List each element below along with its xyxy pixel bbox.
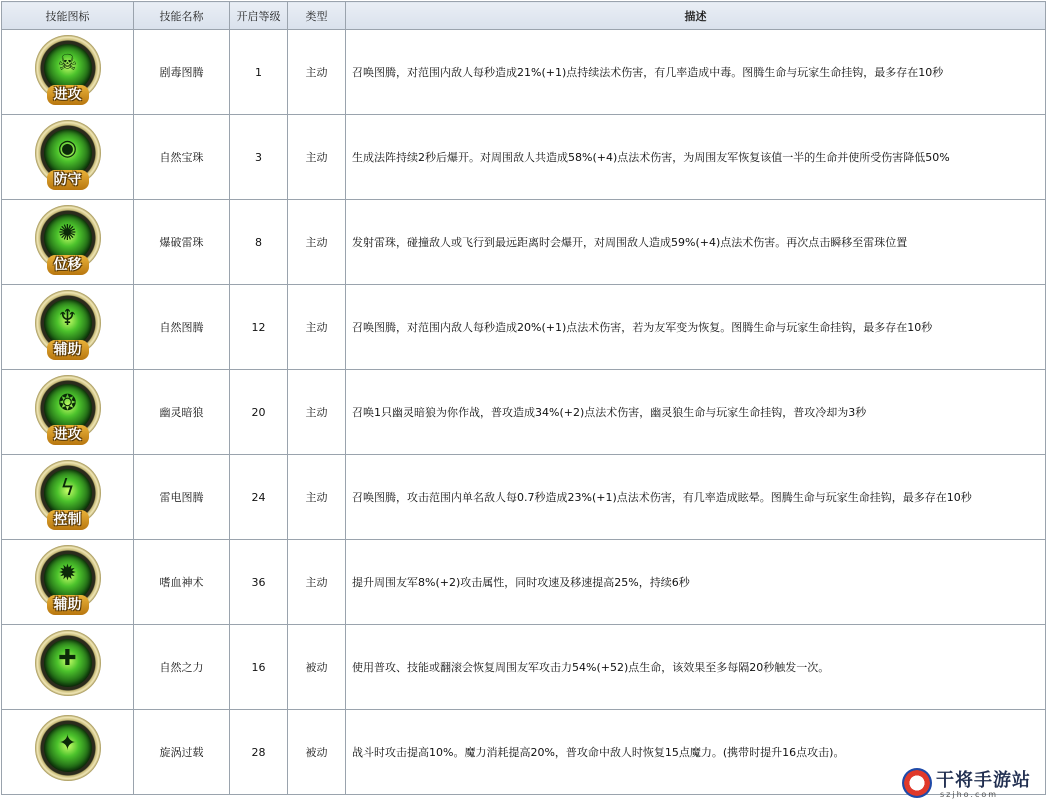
- icon-glyph: ❂: [58, 391, 77, 416]
- icon-glyph: ☠: [57, 51, 78, 76]
- skill-type: 被动: [288, 710, 346, 795]
- watermark-url: szjho.com: [940, 790, 999, 799]
- icon-glyph: ♆: [57, 306, 78, 331]
- skill-type: 主动: [288, 285, 346, 370]
- site-logo-icon: [902, 768, 932, 798]
- table-row: [2, 540, 1046, 625]
- skill-desc: 发射雷珠，碰撞敌人或飞行到最远距离时会爆开，对周围敌人造成59%(+4)点法术伤害。再次点击瞬移至雷珠位置: [346, 200, 1046, 285]
- skill-type: 主动: [288, 540, 346, 625]
- skill-tag: 进攻: [47, 85, 89, 105]
- skill-desc: 召唤图腾，对范围内敌人每秒造成20%(+1)点法术伤害，若为友军变为恢复。图腾生命与玩家生命挂钩，最多存在10秒: [346, 285, 1046, 370]
- skill-desc: 召唤图腾，攻击范围内单名敌人每0.7秒造成23%(+1)点法术伤害，有几率造成眩晕。图腾生命与玩家生命挂钩，最多存在10秒: [346, 455, 1046, 540]
- skill-type: 被动: [288, 625, 346, 710]
- table-row: [2, 115, 1046, 200]
- skill-icon-cell: [2, 115, 134, 200]
- header-desc: 描述: [346, 2, 1046, 30]
- nature-power-icon: [35, 630, 101, 696]
- blood-rite-icon: [35, 545, 101, 611]
- skill-tag: 进攻: [47, 425, 89, 445]
- skill-tag: 辅助: [47, 340, 89, 360]
- skill-level: 16: [230, 625, 288, 710]
- table-row: [2, 710, 1046, 795]
- skill-name: 雷电图腾: [134, 455, 230, 540]
- lightning-totem-icon: [35, 460, 101, 526]
- table-row: [2, 455, 1046, 540]
- skill-icon-cell: [2, 625, 134, 710]
- skill-type: 主动: [288, 30, 346, 115]
- icon-glyph: ϟ: [60, 476, 75, 501]
- skills-table: [1, 1, 1046, 795]
- table-row: [2, 370, 1046, 455]
- watermark-text: 干将手游站: [936, 770, 1031, 791]
- table-row: [2, 625, 1046, 710]
- skill-name: 自然宝珠: [134, 115, 230, 200]
- skill-type: 主动: [288, 200, 346, 285]
- skill-name: 幽灵暗狼: [134, 370, 230, 455]
- table-row: [2, 30, 1046, 115]
- nature-totem-icon: [35, 290, 101, 356]
- skill-level: 20: [230, 370, 288, 455]
- skill-name: 自然图腾: [134, 285, 230, 370]
- skill-type: 主动: [288, 115, 346, 200]
- icon-glyph: ✦: [58, 731, 77, 756]
- skill-tag: 防守: [47, 170, 89, 190]
- skill-icon-cell: [2, 285, 134, 370]
- skill-icon-cell: [2, 200, 134, 285]
- skill-icon-cell: [2, 370, 134, 455]
- skill-level: 8: [230, 200, 288, 285]
- skill-icon-cell: [2, 455, 134, 540]
- icon-glyph: ✹: [58, 561, 77, 586]
- icon-glyph: ✚: [58, 646, 77, 671]
- table-row: [2, 285, 1046, 370]
- header-icon: 技能图标: [2, 2, 134, 30]
- skill-name: 旋涡过载: [134, 710, 230, 795]
- icon-glyph: ✺: [58, 221, 77, 246]
- skill-level: 3: [230, 115, 288, 200]
- skill-name: 嗜血神术: [134, 540, 230, 625]
- ghost-wolf-icon: [35, 375, 101, 441]
- table-header-row: [2, 2, 1046, 30]
- skill-level: 1: [230, 30, 288, 115]
- skill-desc: 召唤图腾，对范围内敌人每秒造成21%(+1)点持续法术伤害，有几率造成中毒。图腾生命与玩家生命挂钩，最多存在10秒: [346, 30, 1046, 115]
- skill-name: 剧毒图腾: [134, 30, 230, 115]
- skill-tag: 控制: [47, 510, 89, 530]
- skill-level: 36: [230, 540, 288, 625]
- skill-type: 主动: [288, 370, 346, 455]
- skill-desc: 生成法阵持续2秒后爆开。对周围敌人共造成58%(+4)点法术伤害，为周围友军恢复该值一半的生命并使所受伤害降低50%: [346, 115, 1046, 200]
- skill-icon-cell: [2, 30, 134, 115]
- header-type: 类型: [288, 2, 346, 30]
- skill-type: 主动: [288, 455, 346, 540]
- header-level: 开启等级: [230, 2, 288, 30]
- header-name: 技能名称: [134, 2, 230, 30]
- skill-icon-cell: [2, 710, 134, 795]
- watermark: [902, 766, 1052, 804]
- skill-level: 24: [230, 455, 288, 540]
- skill-desc: 使用普攻、技能或翻滚会恢复周围友军攻击力54%(+52)点生命，该效果至多每隔20秒触发一次。: [346, 625, 1046, 710]
- skill-level: 12: [230, 285, 288, 370]
- skill-level: 28: [230, 710, 288, 795]
- skill-desc: 召唤1只幽灵暗狼为你作战，普攻造成34%(+2)点法术伤害，幽灵狼生命与玩家生命挂钩，普攻冷却为3秒: [346, 370, 1046, 455]
- table-row: [2, 200, 1046, 285]
- skill-name: 自然之力: [134, 625, 230, 710]
- icon-glyph: ◉: [57, 136, 78, 161]
- skill-desc: 战斗时攻击提高10%。魔力消耗提高20%，普攻命中敌人时恢复15点魔力。(携带时提升16点攻击)。: [346, 710, 1046, 795]
- vortex-overload-icon: [35, 715, 101, 781]
- skill-tag: 位移: [47, 255, 89, 275]
- skill-name: 爆破雷珠: [134, 200, 230, 285]
- skill-desc: 提升周围友军8%(+2)攻击属性，同时攻速及移速提高25%，持续6秒: [346, 540, 1046, 625]
- skull-totem-icon: [35, 35, 101, 101]
- skill-icon-cell: [2, 540, 134, 625]
- skill-tag: 辅助: [47, 595, 89, 615]
- thunder-orb-icon: [35, 205, 101, 271]
- nature-orb-icon: [35, 120, 101, 186]
